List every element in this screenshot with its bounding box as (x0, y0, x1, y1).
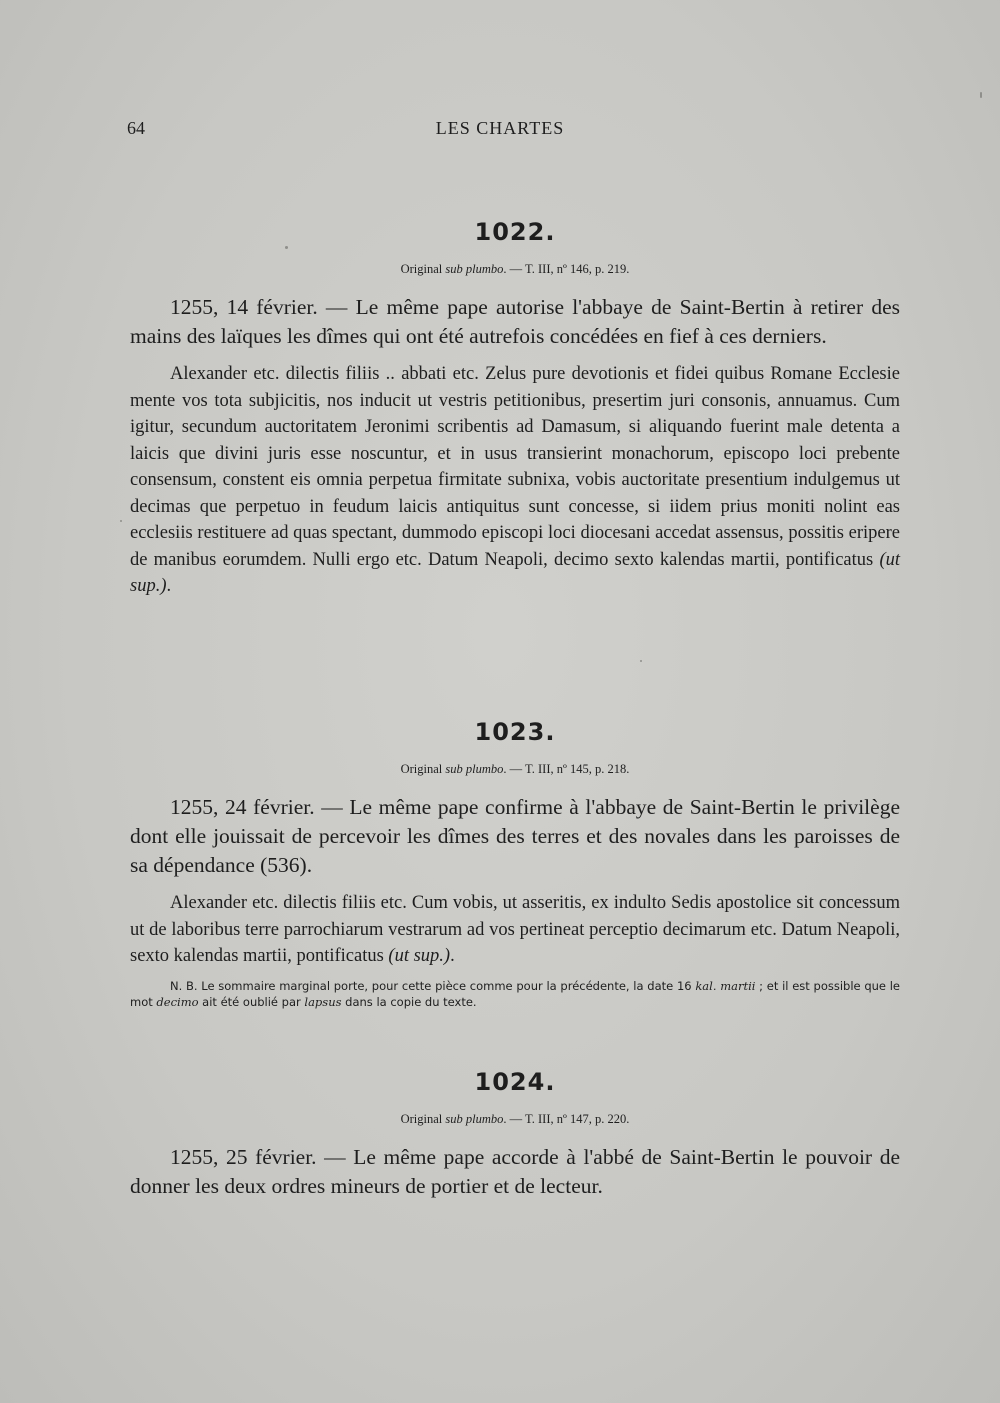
charter-summary: 1255, 25 février. — Le même pape accorde à l'abbé de Saint-Bertin le pouvoir de donner les deux ordres mineurs de portier et de lecteur. (130, 1145, 900, 1198)
charter-number: 1023. (474, 718, 556, 746)
running-title: LES CHARTES (435, 118, 565, 138)
charter-1024 (130, 1068, 900, 1201)
charter-number: 1024. (474, 1068, 556, 1096)
page-number: 64 (127, 118, 145, 138)
source-reference: Original sub plumbo. — T. III, nº 147, p. 220. (400, 1112, 630, 1126)
source-reference: Original sub plumbo. — T. III, nº 146, p. 219. (400, 262, 630, 276)
page-header (127, 118, 873, 146)
paper-speck (640, 660, 642, 662)
source-reference: Original sub plumbo. — T. III, nº 145, p. 218. (400, 762, 630, 776)
charter-1022 (130, 218, 900, 600)
latin-text: Alexander etc. dilectis filiis etc. Cum vobis, ut asseritis, ex indulto Sedis apostolice sit concessum ut de laboribus terre parrochiarum vestrarum ad vos pertineat perceptio decimarum etc. Datum Neapoli, sexto kalendas martii, pontificatus (ut sup.). (130, 893, 900, 966)
charter-1023 (130, 718, 900, 1010)
charter-summary: 1255, 24 février. — Le même pape confirme à l'abbaye de Saint-Bertin le privilège dont elle jouissait de percevoir les dîmes des terres et des novales dans les paroisses de sa dépendance (536). (130, 795, 900, 877)
paper-speck (980, 92, 982, 98)
latin-text: Alexander etc. dilectis filiis .. abbati etc. Zelus pure devotionis et fidei quibus Romane Ecclesie mente vos tota subjicitis, nos inducit ut vestris petitionibus, presertim juri consonis, annuamus. Cum igitur, secundum auctoritatem Jeronimi scribentis ad Damasum, si aliquando fuerint male detenta a laicis que divini juris esse noscuntur, et in usus transierint monachorum, episcopo loci prebente consensum, constent eis omnia perpetua firmitate subnixa, vobis auctoritate presentium indulgemus ut decimas que perpetuo in feudum laicis antiquitus sunt concesse, si iidem prius moniti nolint eas ecclesiis restituere ad quas spectant, dummodo episcopi loci diocesani accedat assensus, possitis eripere de manibus eorumdem. Nulli ergo etc. Datum Neapoli, decimo sexto kalendas martii, pontificatus (ut sup.). (130, 364, 900, 596)
paper-speck (120, 520, 122, 522)
charter-summary: 1255, 14 février. — Le même pape autorise l'abbaye de Saint-Bertin à retirer des mains des laïques les dîmes qui ont été autrefois concédées en fief à ces derniers. (130, 295, 900, 348)
paper-speck (285, 246, 288, 249)
editor-note: N. B. Le sommaire marginal porte, pour cette pièce comme pour la précédente, la date 16 kal. martii ; et il est possible que le mot decimo ait été oublié par lapsus dans la copie du texte. (130, 978, 900, 1009)
charter-number: 1022. (474, 218, 556, 246)
